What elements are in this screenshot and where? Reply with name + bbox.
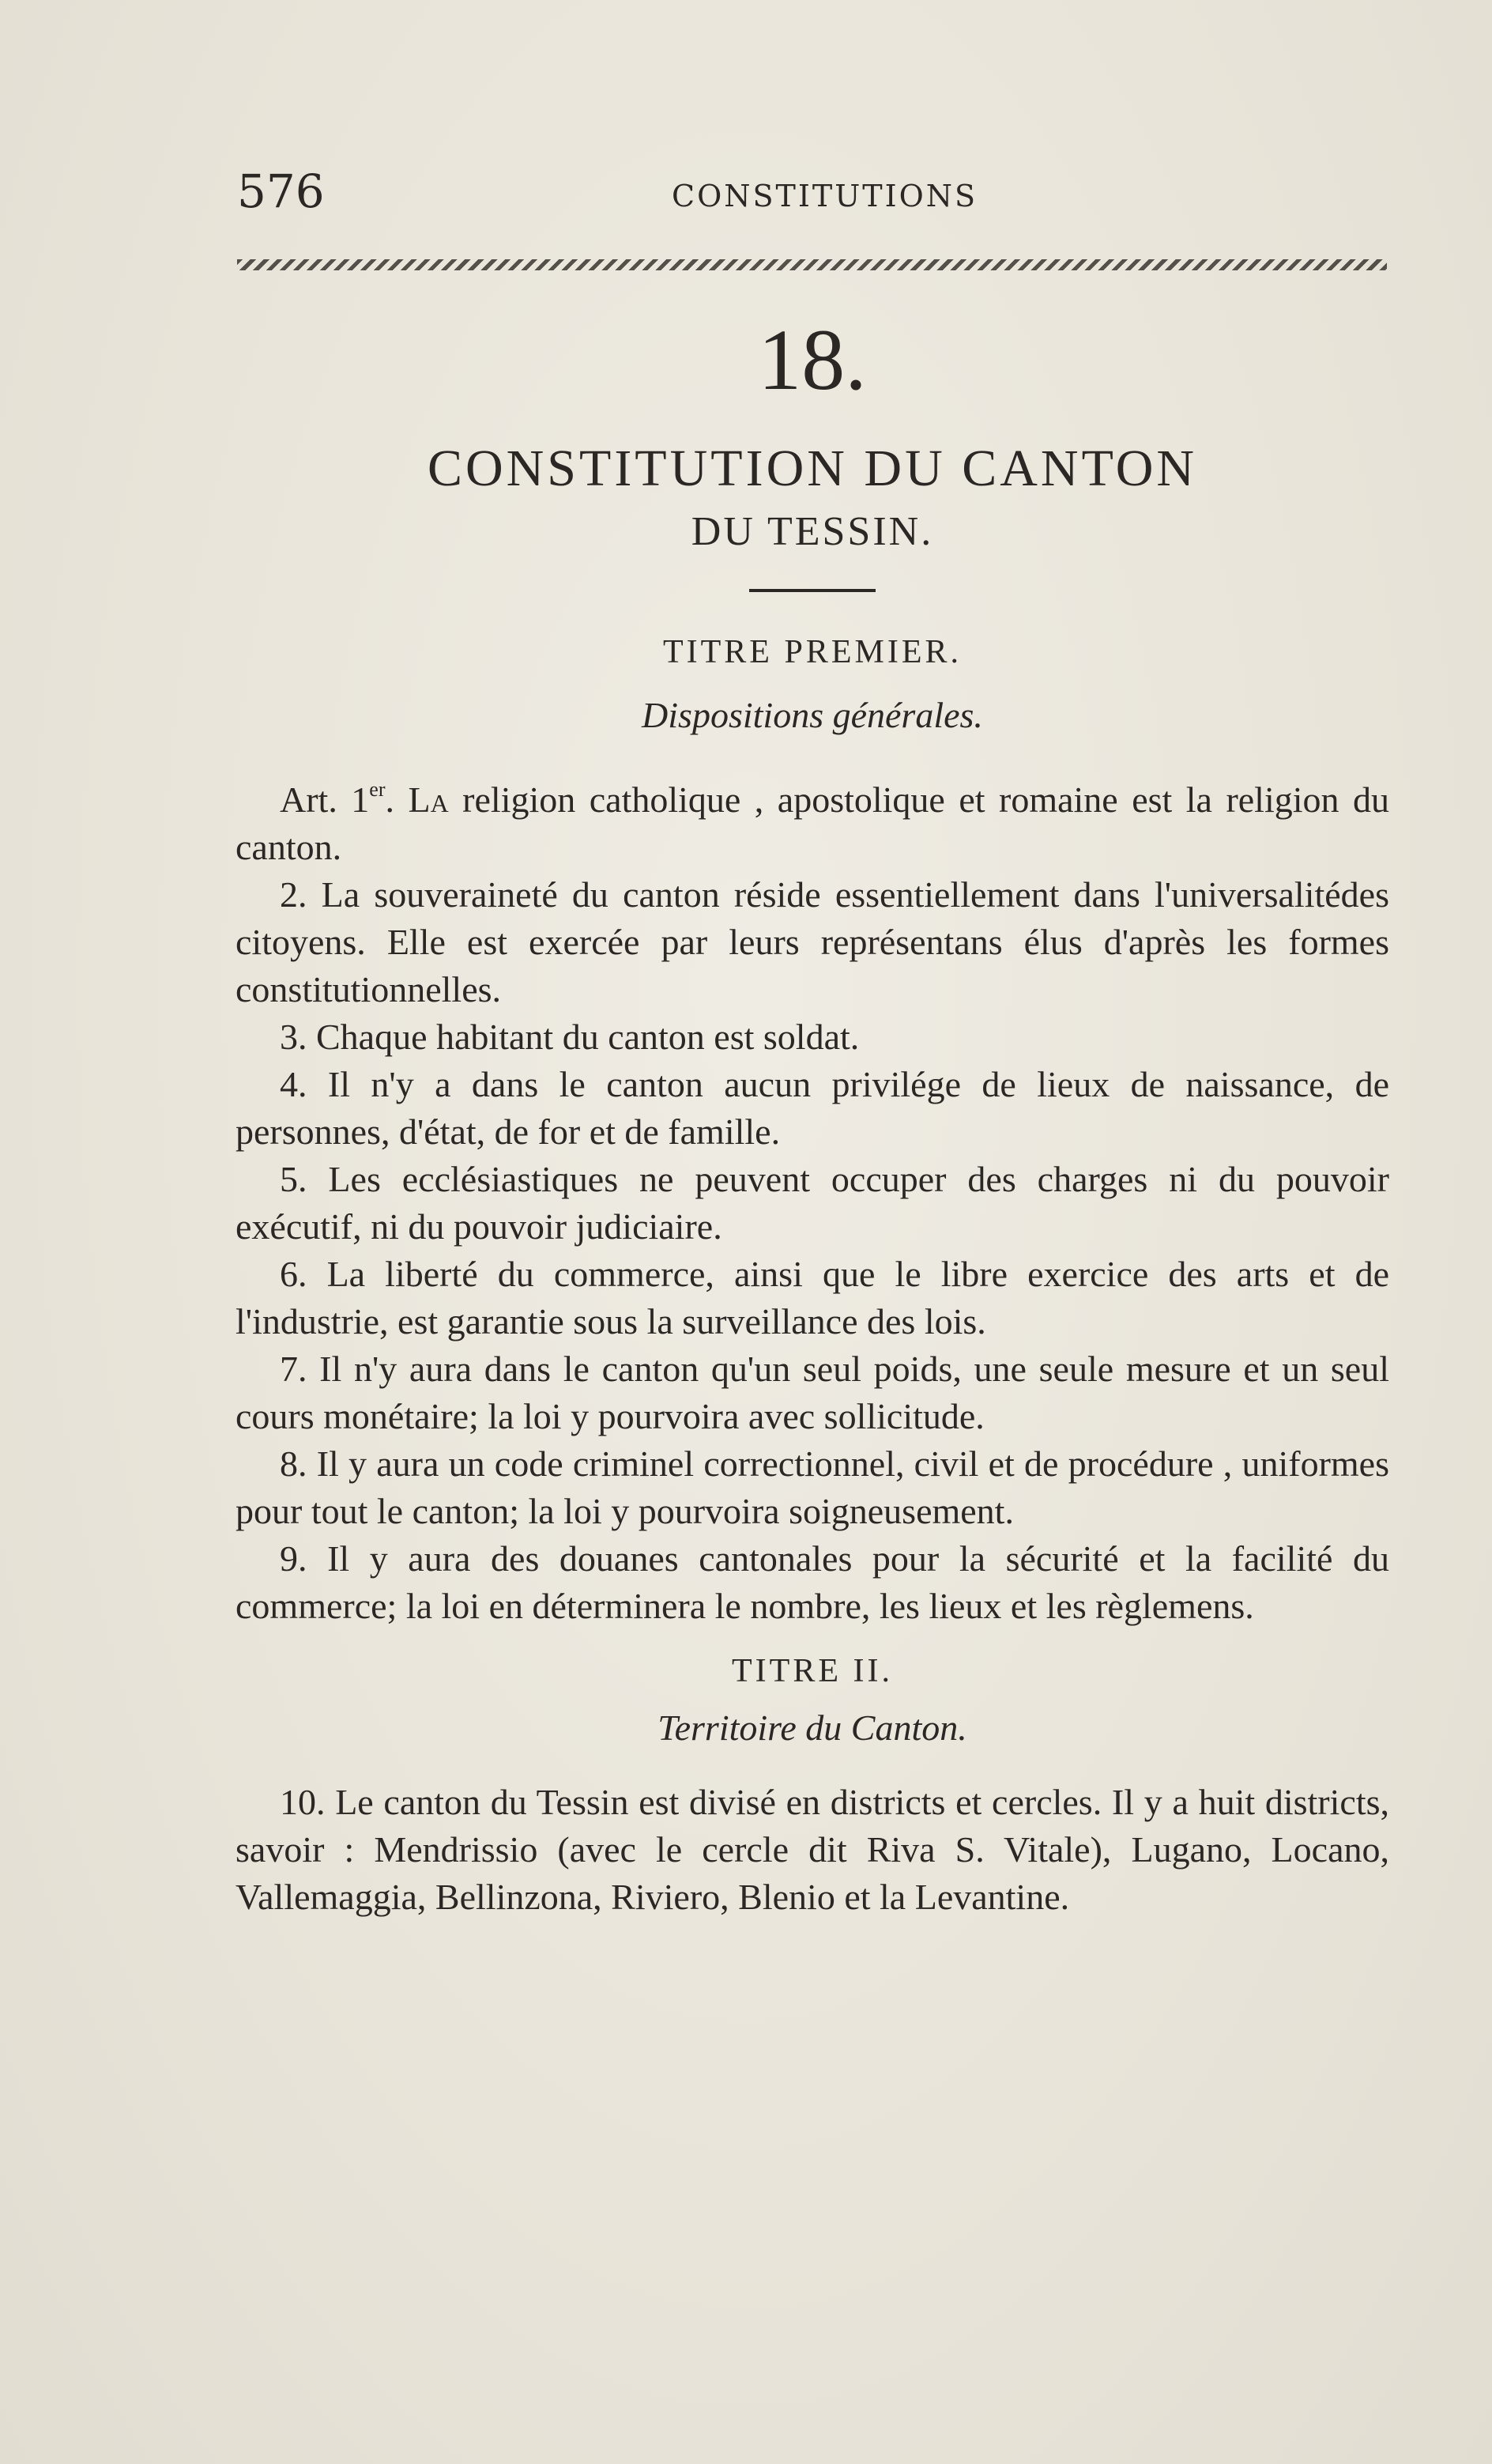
article-10: 10. Le canton du Tessin est divisé en districts et cercles. Il y a huit districts, savoir : Mendrissio (avec le cercle dit Riva S. Vitale), Lugano, Locano, Vallemaggia, Bellinzona, Riviero, Blenio et la Levantine. bbox=[235, 1782, 1389, 1917]
constitution-title: CONSTITUTION DU CANTON bbox=[427, 440, 1198, 497]
article-1-superscript: er bbox=[369, 778, 386, 801]
section-divider bbox=[749, 589, 876, 592]
titre-ii-heading: TITRE II. bbox=[732, 1653, 893, 1689]
constitution-subtitle: DU TESSIN. bbox=[691, 509, 934, 554]
article-9: 9. Il y aura des douanes cantonales pour la sécurité et la facilité du commerce; la loi en déterminera le nombre, les lieux et les règlemens. bbox=[235, 1538, 1389, 1626]
page-header bbox=[237, 164, 1391, 218]
running-title: CONSTITUTIONS bbox=[672, 179, 978, 213]
constitution-number: 18. bbox=[758, 311, 867, 408]
article-3: 3. Chaque habitant du canton est soldat. bbox=[280, 1017, 860, 1057]
article-1-prefix: Art. 1 bbox=[280, 779, 370, 820]
article-5: 5. Les ecclésiastiques ne peuvent occuper des charges ni du pouvoir exécutif, ni du pouvoir judiciaire. bbox=[235, 1159, 1389, 1247]
article-2: 2. La souveraineté du canton réside essentiellement dans l'universalitédes citoyens. Elle est exercée par leurs représentans élus d'après les formes constitutionnelles. bbox=[235, 874, 1389, 1009]
article-1-lead: La bbox=[408, 779, 449, 820]
article-1-text: religion catholique , apostolique et romaine est la religion du canton. bbox=[235, 779, 1389, 867]
titre-premier-subtitle: Dispositions générales. bbox=[642, 695, 983, 735]
article-6: 6. La liberté du commerce, ainsi que le libre exercice des arts et de l'industrie, est garantie sous la surveillance des lois. bbox=[235, 1254, 1389, 1341]
titre-ii-subtitle: Territoire du Canton. bbox=[657, 1707, 967, 1748]
article-7: 7. Il n'y aura dans le canton qu'un seul poids, une seule mesure et un seul cours monétaire; la loi y pourvoira avec sollicitude. bbox=[235, 1349, 1389, 1436]
ornamental-rule bbox=[237, 259, 1387, 270]
article-4: 4. Il n'y a dans le canton aucun privilége de lieux de naissance, de personnes, d'état, de for et de famille. bbox=[235, 1064, 1389, 1152]
titre-premier-heading: TITRE PREMIER. bbox=[663, 634, 962, 670]
page-text bbox=[235, 312, 1389, 1921]
article-1-period: . bbox=[385, 779, 394, 820]
articles-titre-premier bbox=[235, 871, 1389, 1630]
article-1 bbox=[235, 766, 1389, 871]
article-8: 8. Il y aura un code criminel correctionnel, civil et de procédure , uniformes pour tout le canton; la loi y pourvoira soigneusement. bbox=[235, 1443, 1389, 1531]
articles-titre-ii bbox=[235, 1779, 1389, 1921]
page-number: 576 bbox=[237, 164, 325, 218]
